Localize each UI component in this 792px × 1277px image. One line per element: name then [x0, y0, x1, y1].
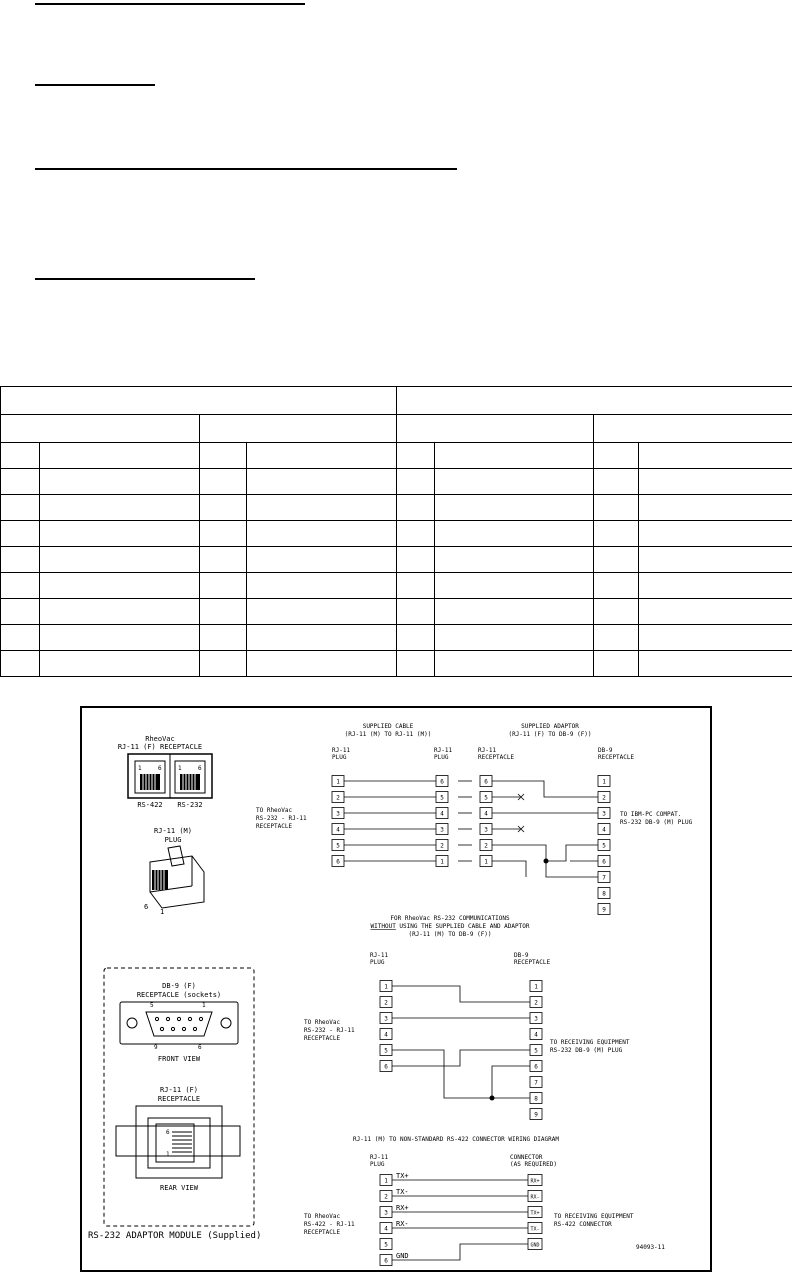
pin-label: 3	[484, 826, 488, 834]
pin-label: 9	[602, 906, 606, 914]
db9-pin-label: 6	[198, 1044, 202, 1051]
db9-pin-label: 9	[154, 1044, 158, 1051]
pin-label: 2	[534, 999, 538, 1007]
db9-pin-label: 1	[202, 1002, 206, 1009]
pin-label: TX-	[530, 1226, 540, 1233]
pin-label: 5	[384, 1241, 388, 1249]
supplied-cable-title: SUPPLIED CABLE	[362, 723, 414, 730]
jack-pin-label: 1	[178, 765, 182, 772]
table-row	[1, 573, 792, 599]
table-subheader-4	[594, 415, 792, 443]
left-note: TO RheoVac	[304, 1019, 341, 1026]
table-row	[1, 495, 792, 521]
pin-label: 9	[534, 1111, 538, 1119]
drawing-number: 94093-11	[636, 1244, 665, 1251]
column-label: RECEPTACLE	[514, 959, 551, 966]
pin-label: 3	[440, 826, 444, 834]
right-note: RS-232 DB-9 (M) PLUG	[620, 819, 693, 826]
front-view-label: FRONT VIEW	[157, 1055, 201, 1063]
pin-label: 6	[440, 778, 444, 786]
pin-label: 5	[484, 794, 488, 802]
signal-label: GND	[396, 1252, 409, 1260]
left-note: RECEPTACLE	[304, 1229, 341, 1236]
jack-pin-label: 6	[158, 765, 162, 772]
pin-label: 5	[336, 842, 340, 850]
pin-label: 1	[484, 858, 488, 866]
pin-label: 3	[384, 1209, 388, 1217]
pin-label: 1	[602, 778, 606, 786]
pin-label: 8	[602, 890, 606, 898]
signal-label: TX+	[396, 1172, 409, 1180]
table-subheader-1	[1, 415, 200, 443]
pin-label: 7	[534, 1079, 538, 1087]
right-note: RS-232 DB-9 (M) PLUG	[550, 1047, 623, 1054]
heading-line-1	[35, 3, 305, 5]
signal-label: TX-	[396, 1188, 409, 1196]
pin-label: 4	[336, 826, 340, 834]
table-header-left	[1, 387, 397, 415]
column-label: RECEPTACLE	[478, 754, 515, 761]
pin-label: 6	[484, 778, 488, 786]
column-label: RECEPTACLE	[598, 754, 635, 761]
pin-label: 2	[336, 794, 340, 802]
table-subheader-3	[397, 415, 594, 443]
pin-label: 1	[384, 983, 388, 991]
pin-label: 6	[534, 1063, 538, 1071]
column-label: RJ-11	[478, 747, 497, 754]
column-label: PLUG	[370, 1161, 385, 1168]
junction-dot	[544, 859, 549, 864]
supplied-cable-subtitle: (RJ-11 (M) TO RJ-11 (M))	[344, 731, 432, 738]
rear-view-label: REAR VIEW	[160, 1184, 198, 1192]
column-label: DB-9	[598, 747, 613, 754]
junction-dot	[490, 1096, 495, 1101]
db9-label: DB-9 (F)	[162, 982, 196, 990]
pin-label: 4	[534, 1031, 538, 1039]
pin-label: 6	[336, 858, 340, 866]
pin-table	[0, 386, 792, 677]
pin-label: 5	[440, 794, 444, 802]
right-note: TO RECEIVING EQUIPMENT	[550, 1039, 630, 1046]
left-note: TO RheoVac	[256, 807, 293, 814]
left-note: RECEPTACLE	[256, 823, 293, 830]
jack-pin-label: 6	[166, 1129, 170, 1136]
pin-label: GND	[530, 1242, 540, 1249]
direct-title: FOR RheoVac RS-232 COMMUNICATIONS	[390, 915, 510, 922]
pin-label: 6	[602, 858, 606, 866]
pin-label: 4	[384, 1225, 388, 1233]
pin-label: 7	[602, 874, 606, 882]
wiring-diagram	[80, 706, 712, 1272]
pin-label: 6	[384, 1063, 388, 1071]
pin-label: 3	[384, 1015, 388, 1023]
column-label: CONNECTOR	[510, 1154, 543, 1161]
heading-line-4	[35, 278, 255, 280]
plug-pin-1-label: 1	[160, 908, 165, 916]
table-row	[1, 521, 792, 547]
rj11-receptacle-label: RECEPTACLE	[157, 1095, 201, 1103]
pin-label: RX+	[530, 1178, 540, 1185]
heading-line-2	[35, 84, 155, 86]
right-note: TO RECEIVING EQUIPMENT	[554, 1213, 634, 1220]
pin-label: 2	[440, 842, 444, 850]
pin-label: 5	[534, 1047, 538, 1055]
table-subheader-2	[200, 415, 397, 443]
pin-label: 3	[602, 810, 606, 818]
signal-label: RX-	[396, 1220, 409, 1228]
column-label: PLUG	[332, 754, 347, 761]
port-rs422-label: RS-422	[137, 801, 163, 809]
left-note: RS-232 - RJ-11	[304, 1027, 355, 1034]
right-note: RS-422 CONNECTOR	[554, 1221, 612, 1228]
pin-label: 1	[534, 983, 538, 991]
column-label: (AS REQUIRED)	[510, 1161, 557, 1168]
jack-pin-label: 1	[166, 1151, 170, 1158]
pin-label: 4	[384, 1031, 388, 1039]
pin-label: 2	[384, 999, 388, 1007]
direct-subtitle	[371, 923, 530, 930]
jack-pin-label: 1	[138, 765, 142, 772]
rj11-receptacle-label: RJ-11 (F)	[160, 1086, 198, 1094]
table-row	[1, 469, 792, 495]
pin-label: 8	[534, 1095, 538, 1103]
pin-label: 3	[336, 810, 340, 818]
column-label: PLUG	[370, 959, 385, 966]
table-row	[1, 651, 792, 677]
pin-label: 1	[336, 778, 340, 786]
column-label: RJ-11	[332, 747, 351, 754]
table-row	[1, 625, 792, 651]
column-label: RJ-11	[434, 747, 453, 754]
adaptor-module-caption: RS-232 ADAPTOR MODULE (Supplied)	[88, 1231, 262, 1241]
pin-label: 5	[602, 842, 606, 850]
pin-label: 3	[534, 1015, 538, 1023]
column-label: RJ-11	[370, 952, 389, 959]
left-note: RS-232 - RJ-11	[256, 815, 307, 822]
brand-label: RheoVac	[145, 735, 175, 743]
plug-label: PLUG	[164, 836, 182, 844]
db9-label: RECEPTACLE (sockets)	[136, 991, 222, 999]
pin-label: 4	[602, 826, 606, 834]
receptacle-label: RJ-11 (F) RECEPTACLE	[117, 743, 203, 751]
pin-label: 2	[484, 842, 488, 850]
table-header-right	[397, 387, 792, 415]
db9-pin-label: 5	[150, 1002, 154, 1009]
table-row	[1, 443, 792, 469]
jack-pin-label: 6	[198, 765, 202, 772]
signal-label: RX+	[396, 1204, 409, 1212]
supplied-adaptor-title: SUPPLIED ADAPTOR	[521, 723, 579, 730]
right-note: TO IBM-PC COMPAT.	[620, 811, 682, 818]
rs422-title: RJ-11 (M) TO NON-STANDARD RS-422 CONNECTOR WIRING DIAGRAM	[353, 1136, 559, 1143]
table-row	[1, 599, 792, 625]
plug-pin-6-label: 6	[144, 903, 149, 911]
direct-title-3: (RJ-11 (M) TO DB-9 (F))	[408, 931, 492, 938]
left-note: RS-422 - RJ-11	[304, 1221, 355, 1228]
pin-label: 4	[484, 810, 488, 818]
table-row	[1, 547, 792, 573]
heading-line-3	[35, 168, 457, 170]
port-rs232-label: RS-232	[177, 801, 203, 809]
pin-label: 1	[384, 1177, 388, 1185]
pin-label: 1	[440, 858, 444, 866]
plug-label: RJ-11 (M)	[154, 827, 192, 835]
without-emphasis: WITHOUT	[370, 923, 396, 930]
pin-label: 5	[384, 1047, 388, 1055]
column-label: DB-9	[514, 952, 529, 959]
left-note: RECEPTACLE	[304, 1035, 341, 1042]
pin-label: 2	[602, 794, 606, 802]
left-note: TO RheoVac	[304, 1213, 341, 1220]
column-label: RJ-11	[370, 1154, 389, 1161]
pin-label: 6	[384, 1257, 388, 1265]
pin-label: 4	[440, 810, 444, 818]
column-label: PLUG	[434, 754, 449, 761]
supplied-adaptor-subtitle: (RJ-11 (F) TO DB-9 (F))	[508, 731, 592, 738]
direct-subtitle-rest: USING THE SUPPLIED CABLE AND ADAPTOR	[395, 923, 530, 930]
pin-label: TX+	[530, 1210, 540, 1217]
pin-label: 2	[384, 1193, 388, 1201]
pin-label: RX-	[530, 1194, 540, 1201]
